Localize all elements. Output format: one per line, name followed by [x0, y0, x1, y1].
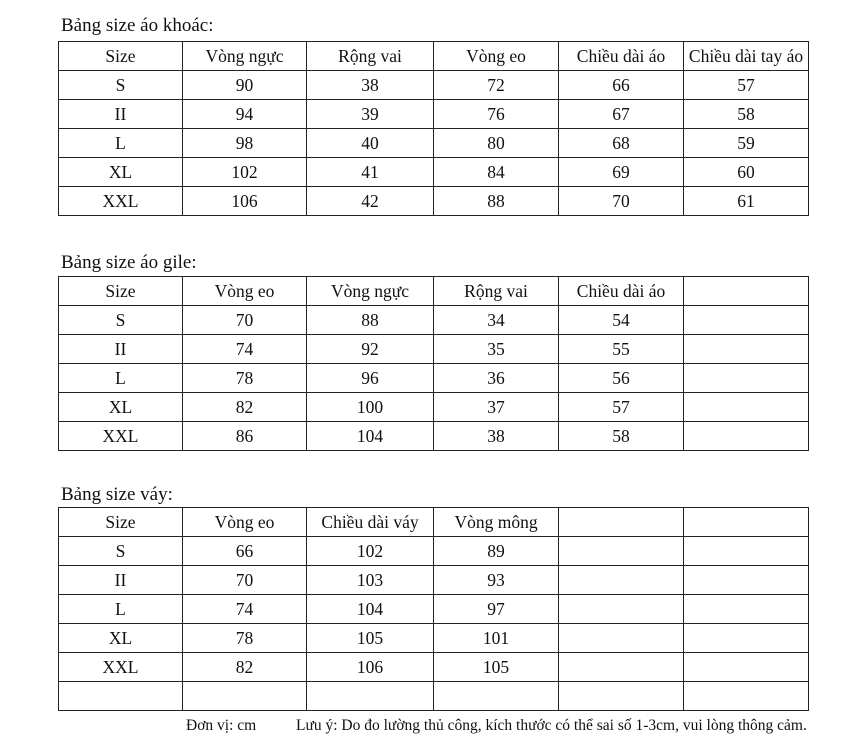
table-cell: 82 [183, 653, 307, 682]
header-cell: Size [59, 277, 183, 306]
table-cell [307, 682, 434, 711]
header-cell: Vòng eo [183, 508, 307, 537]
header-cell: Rộng vai [434, 277, 559, 306]
skirt-size-table [58, 507, 809, 711]
table-cell: 58 [684, 100, 809, 129]
header-cell [684, 277, 809, 306]
table-cell: 94 [183, 100, 307, 129]
table-cell: S [59, 71, 183, 100]
table-cell: 78 [183, 624, 307, 653]
table-cell: 106 [307, 653, 434, 682]
table-cell: 74 [183, 335, 307, 364]
table-cell: 92 [307, 335, 434, 364]
table-cell: 80 [434, 129, 559, 158]
table-cell: 105 [307, 624, 434, 653]
header-cell: Chiều dài áo [559, 277, 684, 306]
table-cell: 38 [434, 422, 559, 451]
table-cell [684, 653, 809, 682]
table-row [59, 100, 809, 129]
table-header-row [59, 42, 809, 71]
table-cell [684, 422, 809, 451]
table-cell: 66 [559, 71, 684, 100]
vest-size-table [58, 276, 809, 451]
table-cell: 39 [307, 100, 434, 129]
table-header-row [59, 277, 809, 306]
table-cell: 90 [183, 71, 307, 100]
table-cell: L [59, 129, 183, 158]
table-cell: 86 [183, 422, 307, 451]
table-cell: 106 [183, 187, 307, 216]
unit-note: Đơn vị: cm [186, 717, 257, 734]
table-cell [684, 393, 809, 422]
header-cell: Size [59, 42, 183, 71]
table-cell: 88 [434, 187, 559, 216]
table-cell [559, 653, 684, 682]
table-cell: 101 [434, 624, 559, 653]
table-cell: 70 [183, 306, 307, 335]
table-cell [559, 682, 684, 711]
table-cell: 37 [434, 393, 559, 422]
table-header-row [59, 508, 809, 537]
table-cell: XXL [59, 422, 183, 451]
table-cell [59, 682, 183, 711]
skirt-size-title: Bảng size váy: [61, 484, 173, 505]
table-row [59, 129, 809, 158]
table-cell: 68 [559, 129, 684, 158]
table-row [59, 653, 809, 682]
table-cell: 70 [559, 187, 684, 216]
table-cell: 97 [434, 595, 559, 624]
table-cell: XL [59, 158, 183, 187]
table-row [59, 335, 809, 364]
header-cell: Rộng vai [307, 42, 434, 71]
table-cell: 42 [307, 187, 434, 216]
table-cell: 96 [307, 364, 434, 393]
table-cell: 76 [434, 100, 559, 129]
table-cell: 103 [307, 566, 434, 595]
table-cell: XXL [59, 653, 183, 682]
header-cell: Size [59, 508, 183, 537]
table-cell: 105 [434, 653, 559, 682]
measurement-disclaimer: Lưu ý: Do đo lường thủ công, kích thước có thể sai số 1-3cm, vui lòng thông cảm. [296, 717, 807, 734]
table-cell [559, 595, 684, 624]
table-cell: 55 [559, 335, 684, 364]
table-cell: S [59, 537, 183, 566]
table-row [59, 71, 809, 100]
table-row [59, 566, 809, 595]
table-cell [684, 537, 809, 566]
header-cell [684, 508, 809, 537]
jacket-size-table [58, 41, 809, 216]
table-cell: 88 [307, 306, 434, 335]
table-cell: 35 [434, 335, 559, 364]
header-cell: Vòng ngực [183, 42, 307, 71]
table-cell: 82 [183, 393, 307, 422]
table-cell: 38 [307, 71, 434, 100]
table-cell [684, 682, 809, 711]
table-cell: 102 [183, 158, 307, 187]
table-cell: L [59, 364, 183, 393]
table-cell: 34 [434, 306, 559, 335]
table-cell: 70 [183, 566, 307, 595]
table-cell [434, 682, 559, 711]
header-cell: Vòng ngực [307, 277, 434, 306]
table-cell: 74 [183, 595, 307, 624]
table-cell [684, 335, 809, 364]
table-row [59, 624, 809, 653]
table-cell: 59 [684, 129, 809, 158]
table-cell: 89 [434, 537, 559, 566]
table-cell: 78 [183, 364, 307, 393]
header-cell: Chiều dài váy [307, 508, 434, 537]
table-cell: 69 [559, 158, 684, 187]
table-cell: 61 [684, 187, 809, 216]
table-cell [684, 624, 809, 653]
table-row [59, 393, 809, 422]
table-cell: 57 [684, 71, 809, 100]
table-cell: 67 [559, 100, 684, 129]
table-row [59, 537, 809, 566]
table-row [59, 595, 809, 624]
table-cell: 66 [183, 537, 307, 566]
table-cell: XL [59, 393, 183, 422]
header-cell [559, 508, 684, 537]
table-cell: II [59, 566, 183, 595]
header-cell: Vòng mông [434, 508, 559, 537]
table-row [59, 422, 809, 451]
table-cell [684, 566, 809, 595]
table-cell: 56 [559, 364, 684, 393]
table-cell [183, 682, 307, 711]
table-cell: 57 [559, 393, 684, 422]
table-row [59, 158, 809, 187]
table-cell [684, 364, 809, 393]
table-cell: 72 [434, 71, 559, 100]
table-cell: 84 [434, 158, 559, 187]
table-cell: L [59, 595, 183, 624]
table-cell [559, 537, 684, 566]
table-row [59, 364, 809, 393]
table-cell [559, 624, 684, 653]
table-cell: 104 [307, 595, 434, 624]
table-cell: 60 [684, 158, 809, 187]
table-row [59, 187, 809, 216]
table-row [59, 306, 809, 335]
header-cell: Chiều dài tay áo [684, 42, 809, 71]
table-cell: 93 [434, 566, 559, 595]
jacket-size-title: Bảng size áo khoác: [61, 15, 214, 36]
table-cell: 102 [307, 537, 434, 566]
table-cell [684, 306, 809, 335]
table-cell: XXL [59, 187, 183, 216]
header-cell: Chiều dài áo [559, 42, 684, 71]
table-cell: 98 [183, 129, 307, 158]
table-row [59, 682, 809, 711]
table-cell [684, 595, 809, 624]
table-cell: XL [59, 624, 183, 653]
table-cell [559, 566, 684, 595]
table-cell: 41 [307, 158, 434, 187]
table-cell: 100 [307, 393, 434, 422]
header-cell: Vòng eo [434, 42, 559, 71]
table-cell: 40 [307, 129, 434, 158]
table-cell: 58 [559, 422, 684, 451]
table-cell: S [59, 306, 183, 335]
header-cell: Vòng eo [183, 277, 307, 306]
table-cell: II [59, 100, 183, 129]
table-cell: 36 [434, 364, 559, 393]
vest-size-title: Bảng size áo gile: [61, 252, 197, 273]
table-cell: II [59, 335, 183, 364]
table-cell: 104 [307, 422, 434, 451]
table-cell: 54 [559, 306, 684, 335]
